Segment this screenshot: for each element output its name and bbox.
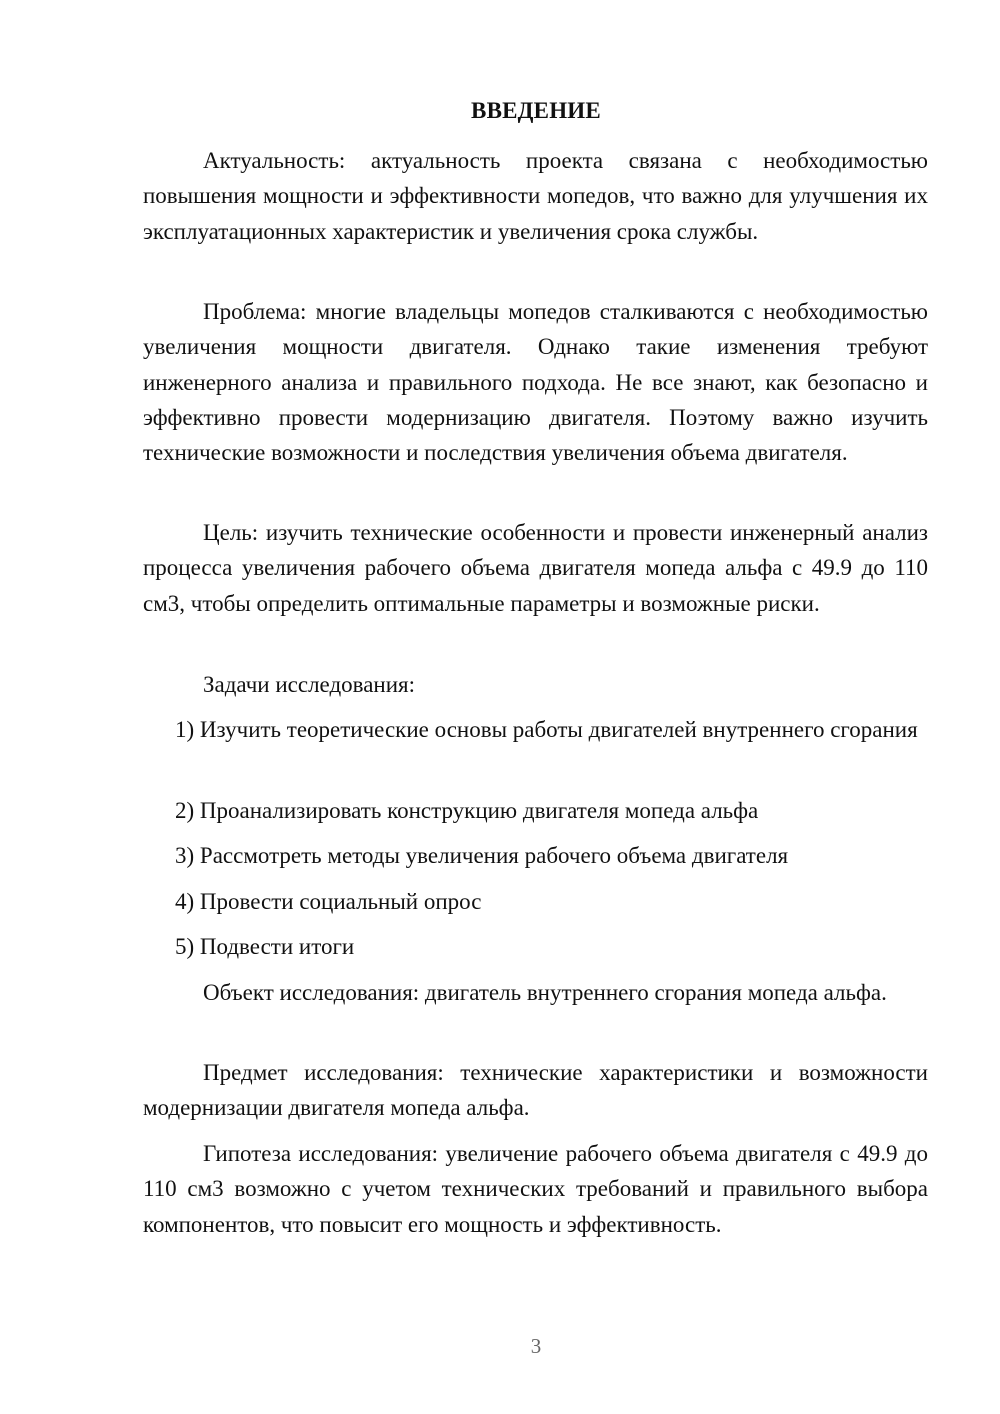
paragraph-object: Объект исследования: двигатель внутреннего сгорания мопеда альфа. [203, 980, 887, 1005]
paragraph-relevance: Актуальность: актуальность проекта связана с необходимостью повышения мощности и эффективности мопедов, что важно для улучшения их эксплуатационных характеристик и увеличения срока службы. [143, 148, 928, 244]
page-number: 3 [530, 1334, 542, 1358]
task-item-4: 4) Провести социальный опрос [175, 889, 482, 914]
task-item-2: 2) Проанализировать конструкцию двигателя мопеда альфа [175, 798, 759, 823]
paragraph-hypothesis: Гипотеза исследования: увеличение рабочего объема двигателя с 49.9 до 110 см3 возможно с учетом технических требований и правильного выбора компонентов, что повысит его мощность и эффективность. [143, 1141, 928, 1237]
task-item-3: 3) Рассмотреть методы увеличения рабочего объема двигателя [175, 843, 789, 868]
section-heading: ВВЕДЕНИЕ [471, 98, 601, 123]
paragraph-subject: Предмет исследования: технические характеристики и возможности модернизации двигателя мопеда альфа. [143, 1060, 928, 1121]
paragraph-goal: Цель: изучить технические особенности и провести инженерный анализ процесса увеличения рабочего объема двигателя мопеда альфа с 49.9 до 110 см3, чтобы определить оптимальные параметры и возможные риски. [143, 520, 928, 616]
paragraph-tasks-title: Задачи исследования: [203, 672, 416, 697]
paragraph-problem: Проблема: многие владельцы мопедов сталкиваются с необходимостью увеличения мощности двигателя. Однако такие изменения требуют инженерного анализа и правильного подхода. Не все знают, как безопасно и эффективно провести модернизацию двигателя. Поэтому важно изучить технические возможности и последствия увеличения объема двигателя. [143, 299, 928, 466]
task-item-5: 5) Подвести итоги [175, 934, 355, 959]
task-item-1: 1) Изучить теоретические основы работы двигателей внутреннего сгорания [175, 717, 918, 742]
